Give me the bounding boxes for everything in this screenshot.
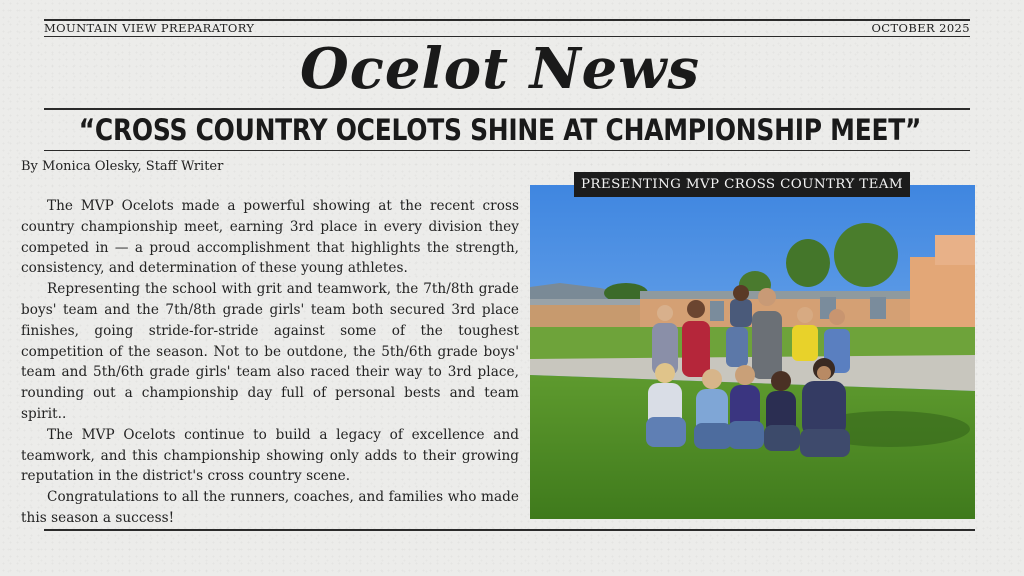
issue-date: OCTOBER 2025 <box>871 21 970 35</box>
article-paragraph: The MVP Ocelots made a powerful showing at the recent cross country championship meet, earning 3rd place in every division they competed in — a proud accomplishment that highlights the strength, consistency, and determination of these young athletes. <box>21 198 519 277</box>
team-photo <box>530 185 975 519</box>
headline: “CROSS COUNTRY OCELOTS SHINE AT CHAMPIONSHIP MEET” <box>78 113 922 147</box>
bottom-rule <box>44 529 975 531</box>
headline-under-rule <box>44 150 970 151</box>
title-under-rule <box>44 108 970 110</box>
article-paragraph: The MVP Ocelots continue to build a legacy of excellence and teamwork, and this championship showing only adds to their growing reputation in the district's cross country scene. <box>21 426 519 485</box>
paper-title: Ocelot News <box>299 36 701 102</box>
article-paragraph: Representing the school with grit and teamwork, the 7th/8th grade boys' team and the 7th/8th grade girls' team both secured 3rd place finishes, going stride-for-stride against some of the toughest competition of the season. Not to be outdone, the 5th/6th grade boys' team and 5th/6th grade girls' team also raced their way to 3rd place, rounding out a championship day full of personal bests and team spirit.. <box>21 281 519 422</box>
photo-caption: PRESENTING MVP CROSS COUNTRY TEAM <box>574 172 910 197</box>
school-name: MOUNTAIN VIEW PREPARATORY <box>44 21 255 35</box>
article-body <box>21 196 519 529</box>
article-paragraph: Congratulations to all the runners, coaches, and families who made this season a success! <box>21 489 519 526</box>
byline: By Monica Olesky, Staff Writer <box>21 159 224 174</box>
